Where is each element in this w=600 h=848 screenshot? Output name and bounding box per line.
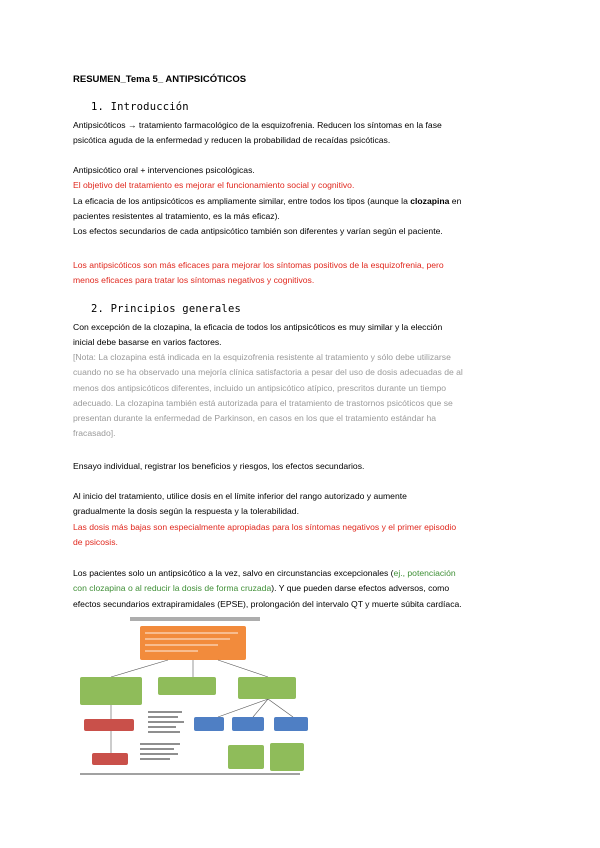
text-line: menos eficaces para tratar los síntomas negativos y cognitivos. (73, 275, 315, 286)
text-line: Los efectos secundarios de cada antipsicótico también son diferentes y varían según el paciente. (73, 226, 443, 237)
text-line: fracasado]. (73, 428, 116, 439)
flowchart-bottom-red-box (92, 753, 128, 765)
objective-line: El objetivo del tratamiento es mejorar el funcionamiento social y cognitivo. (73, 180, 355, 191)
intro-paragraph (73, 118, 533, 149)
text-line: Antipsicótico oral + intervenciones psicológicas. (73, 165, 255, 175)
positive-symptoms-paragraph (73, 258, 533, 289)
text-line: Los antipsicóticos son más eficaces para mejorar los síntomas positivos de la esquizofrenia, pero (73, 260, 444, 270)
document-title: RESUMEN_Tema 5_ ANTIPSICÓTICOS (73, 74, 247, 85)
text-line: Con excepción de la clozapina, la eficacia de todos los antipsicóticos es muy similar y la elección (73, 322, 443, 332)
text-line: Al inicio del tratamiento, utilice dosis en el límite inferior del rango autorizado y aumente (73, 491, 407, 501)
clozapina-bold: clozapina (410, 195, 450, 206)
green-text-segment: con clozapina o al reducir la dosis de forma cruzada (73, 583, 272, 594)
flowchart-bottom-green-box-2 (270, 743, 304, 771)
text-line: Las dosis más bajas son especialmente apropiadas para los síntomas negativos y el primer episodio (73, 521, 457, 532)
flowchart-red-box (84, 719, 134, 731)
flowchart-bottom-green-box-1 (228, 745, 264, 769)
treatment-flowchart (78, 615, 312, 777)
text-segment: ). Y que pueden darse efectos adversos, como (271, 583, 450, 594)
efficacy-text: La eficacia de los antipsicóticos es ampliamente similar, entre todos los tipos (aunque la (73, 195, 411, 206)
text-line (73, 566, 533, 581)
dose-paragraph (73, 489, 533, 550)
flowchart-center-green-box (158, 677, 216, 695)
text-line: gradualmente la dosis según la respuesta y la tolerabilidad. (73, 506, 299, 517)
text-line: adecuado. La clozapina también está autorizada para el tratamiento de trastornos psicóticos que se (73, 397, 453, 408)
text-line: inicial debe basarse en varios factores. (73, 337, 222, 348)
text-line: psicótica aguda de la enfermedad y reducen la probabilidad de recaídas psicóticas. (73, 135, 391, 146)
text-line: Ensayo individual, registrar los beneficios y riesgos, los efectos secundarios. (73, 461, 365, 471)
trial-paragraph (73, 459, 533, 474)
text-line: presentan durante la enfermedad de Parkinson, en casos en los que el tratamiento estándar ha (73, 413, 437, 424)
text-line: efectos secundarios extrapiramidales (EPSE), prolongación del intervalo QT y muerte súbita cardíaca. (73, 598, 462, 609)
exception-paragraph (73, 320, 533, 351)
text-line: cuando no se ha observado una mejoría clínica satisfactoria a pesar del uso de dosis adecuadas de al (73, 367, 463, 378)
flowchart-left-green-box (80, 677, 142, 705)
flowchart-connectors (111, 660, 293, 753)
treatment-paragraph (73, 163, 533, 239)
text-line: menos dos antipsicóticos diferentes, incluido un antipsicótico atípico, prescritos durante un tiempo (73, 382, 447, 393)
text-line: pacientes resistentes al tratamiento, es la más eficaz). (73, 210, 280, 221)
text-line: Antipsicóticos → tratamiento farmacológico de la esquizofrenia. Reducen los síntomas en la fase (73, 120, 442, 130)
text-line: de psicosis. (73, 536, 118, 547)
text-line: [Nota: La clozapina está indicada en la esquizofrenia resistente al tratamiento y sólo debe utilizarse (73, 352, 451, 362)
efficacy-line (73, 194, 533, 209)
efficacy-text-end: en (449, 195, 462, 206)
flowchart-blue-box-3 (274, 717, 308, 731)
section-heading-principios: 2. Principios generales (91, 303, 241, 315)
flowchart-top-box (140, 626, 246, 660)
flowchart-blue-box-2 (232, 717, 264, 731)
flowchart-heading-scribble (130, 617, 260, 621)
green-text-segment: ej., potenciación (393, 568, 456, 578)
clozapina-note (73, 350, 533, 442)
text-segment: Los pacientes solo un antipsicótico a la vez, salvo en circunstancias excepcionales ( (73, 568, 394, 578)
text-line (73, 581, 533, 596)
flowchart-blue-box-1 (194, 717, 224, 731)
single-antipsychotic-paragraph (73, 566, 533, 612)
flowchart-right-green-box (238, 677, 296, 699)
section-heading-introduccion: 1. Introducción (91, 101, 189, 113)
